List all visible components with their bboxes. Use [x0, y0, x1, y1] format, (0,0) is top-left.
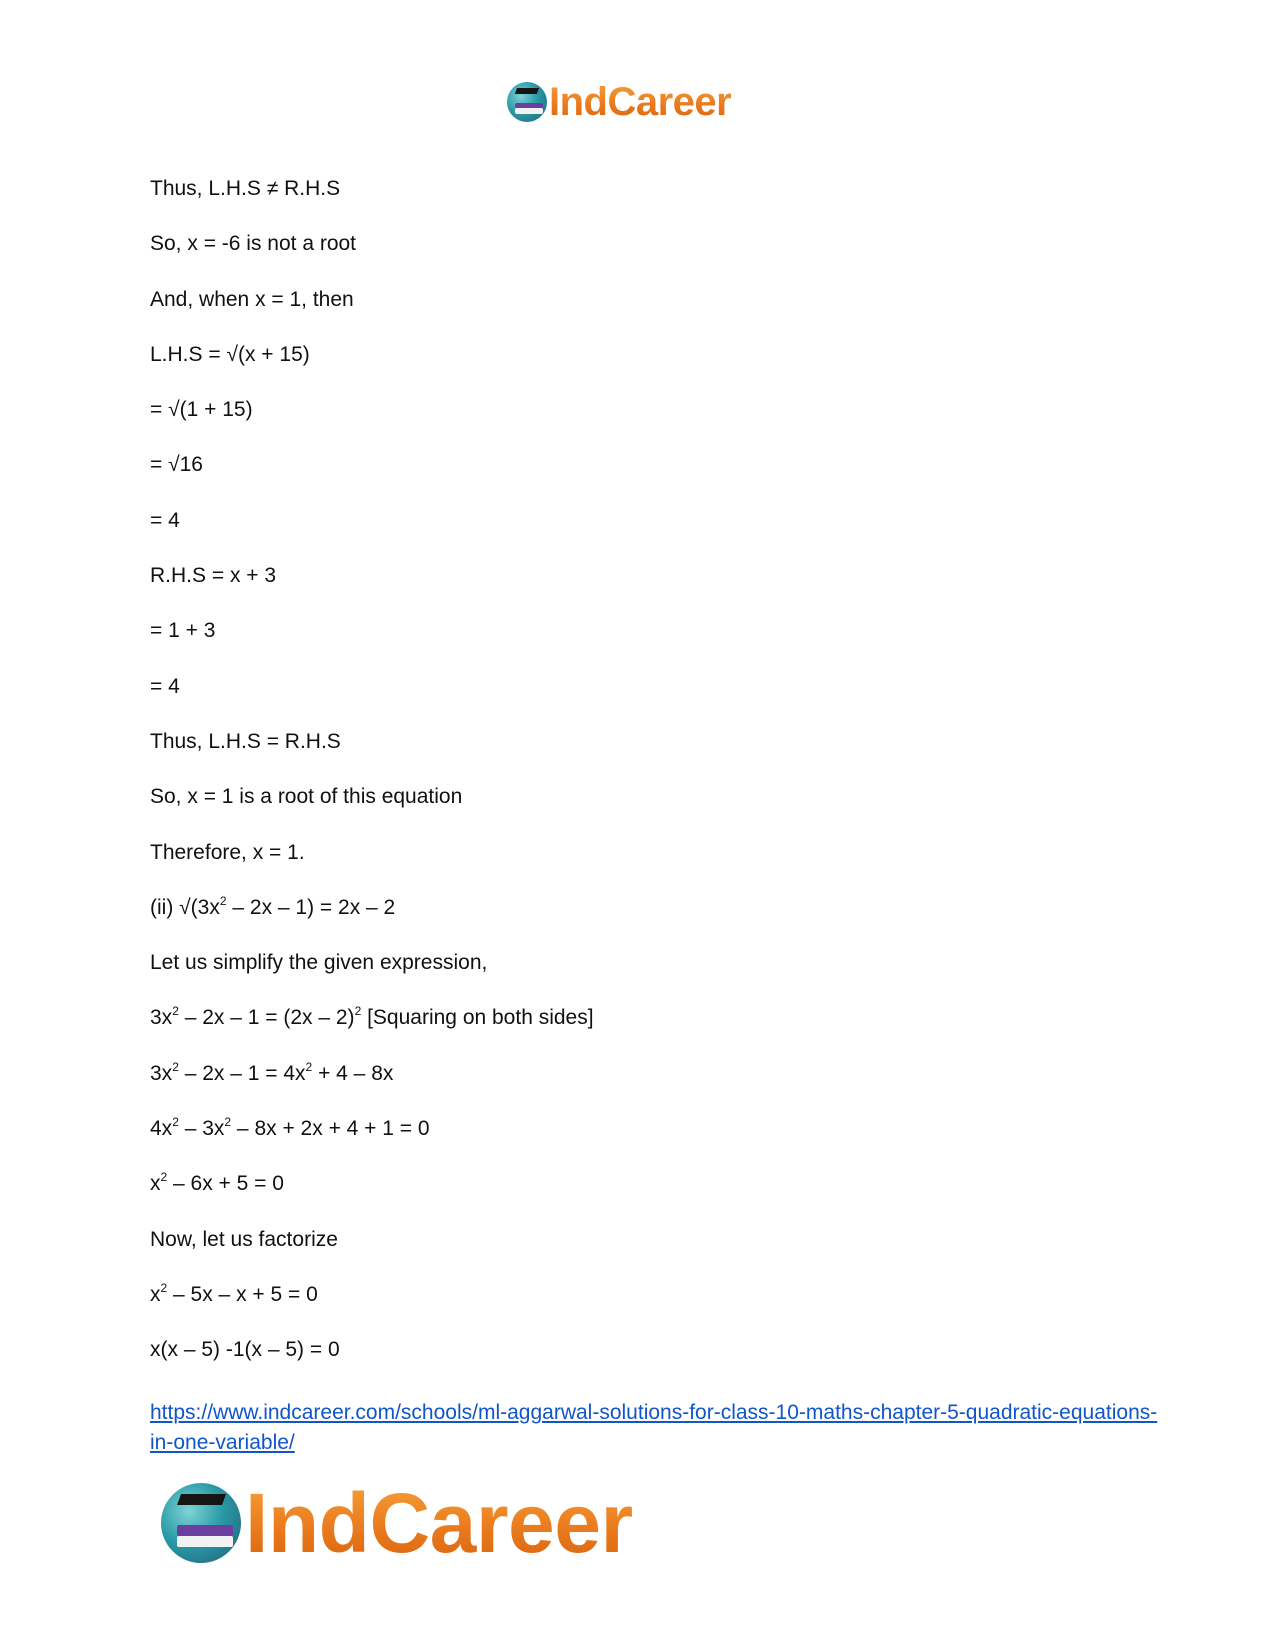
text-line: Let us simplify the given expression,	[150, 951, 488, 975]
text-line: = √16	[150, 453, 203, 477]
header-logo	[507, 80, 731, 124]
text-line: L.H.S = √(x + 15)	[150, 342, 310, 366]
text-line: Therefore, x = 1.	[150, 840, 305, 864]
text-line: So, x = -6 is not a root	[150, 232, 357, 256]
text-line: $4x^2 - 3x^2 - 8x + 2x + 4 + 1 = 0$	[150, 1115, 430, 1141]
graduation-globe-icon	[507, 82, 547, 122]
text-line: $3x^2 - 2x - 1 = 4x^2 + 4 - 8x$	[150, 1059, 394, 1085]
logo-wordmark: IndCareer	[245, 1476, 633, 1570]
text-line: = 4	[150, 508, 180, 532]
text-line: $x^2 - 6x + 5 = 0$	[150, 1170, 284, 1196]
logo-wordmark: IndCareer	[549, 80, 732, 124]
text-line: So, x = 1 is a root of this equation	[150, 785, 463, 809]
footer-logo	[161, 1478, 633, 1568]
text-line: = √(1 + 15)	[150, 398, 253, 422]
text-line: Now, let us factorize	[150, 1227, 338, 1251]
text-line: And, when x = 1, then	[150, 287, 354, 311]
document-body	[150, 176, 1150, 1393]
text-line: R.H.S = x + 3	[150, 564, 277, 588]
text-line: Thus, L.H.S ≠ R.H.S	[150, 177, 341, 200]
text-line: $x^2 - 5x - x + 5 = 0$	[150, 1280, 318, 1306]
text-line: (ii) $√(3x^2 - 2x - 1) = 2x - 2$	[150, 893, 396, 919]
text-line: Thus, L.H.S = R.H.S	[150, 729, 341, 753]
graduation-globe-icon	[161, 1483, 241, 1563]
footer-link[interactable]: https://www.indcareer.com/schools/ml-aggarwal-solutions-for-class-10-maths-chapter-5-quadratic-equations-in-one-variable/	[150, 1401, 1158, 1454]
text-line: $3x^2 - 2x - 1 = (2x - 2)^2$ [Squaring on both sides]	[150, 1004, 594, 1030]
text-line: x(x – 5) -1(x – 5) = 0	[150, 1338, 340, 1362]
text-line: = 1 + 3	[150, 619, 216, 643]
text-line: = 4	[150, 674, 180, 698]
